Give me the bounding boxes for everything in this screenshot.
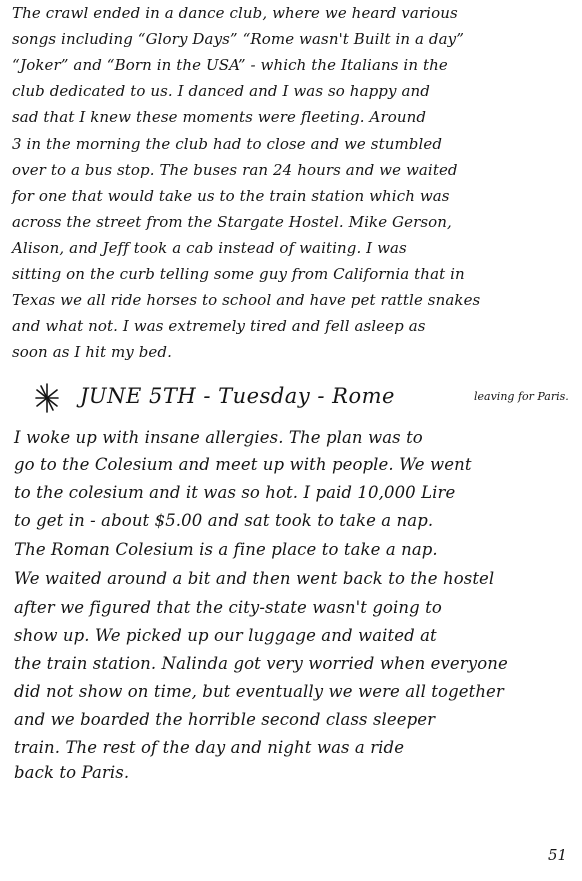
- page-number: 51: [548, 846, 568, 864]
- entry-2-line: after we figured that the city-state wasn't going to: [14, 598, 442, 617]
- entry-1-line: sitting on the curb telling some guy from California that in: [12, 265, 465, 283]
- entry-2-line: to the colesium and it was so hot. I paid 10,000 Lire: [14, 483, 456, 502]
- entry-1-line: over to a bus stop. The buses ran 24 hours and we waited: [12, 161, 458, 179]
- entry-2-line: and we boarded the horrible second class sleeper: [14, 710, 436, 729]
- entry-1-line: The crawl ended in a dance club, where we heard various: [12, 4, 458, 22]
- entry-2-line: train. The rest of the day and night was a ride: [14, 738, 405, 757]
- entry-2-line: to get in - about $5.00 and sat took to take a nap.: [14, 511, 434, 530]
- entry-1-line: songs including “Glory Days” “Rome wasn't Built in a day”: [12, 30, 464, 48]
- entry-1-line: Texas we all ride horses to school and have pet rattle snakes: [12, 291, 481, 309]
- entry-1-line: and what not. I was extremely tired and fell asleep as: [12, 317, 426, 335]
- entry-1-line: soon as I hit my bed.: [12, 343, 172, 361]
- entry-1-line: across the street from the Stargate Hostel. Mike Gerson,: [12, 213, 452, 231]
- entry-1-line: 3 in the morning the club had to close and we stumbled: [12, 135, 443, 153]
- entry-1-line: for one that would take us to the train station which was: [12, 187, 450, 205]
- entry-1-line: Alison, and Jeff took a cab instead of waiting. I was: [12, 239, 407, 257]
- heading-note: leaving for Paris.: [474, 390, 569, 403]
- entry-2-line: the train station. Nalinda got very worried when everyone: [14, 654, 508, 673]
- entry-2-line: show up. We picked up our luggage and waited at: [14, 626, 437, 645]
- entry-2-line: back to Paris.: [14, 763, 130, 782]
- entry-2-line: did not show on time, but eventually we were all together: [14, 682, 504, 701]
- entry-1-line: sad that I knew these moments were fleeting. Around: [12, 108, 427, 126]
- asterisk-icon: [34, 382, 60, 414]
- entry-2-title: JUNE 5TH - Tuesday - Rome: [80, 384, 395, 408]
- entry-2-line: I woke up with insane allergies. The plan was to: [14, 428, 423, 447]
- entry-2-line: We waited around a bit and then went back to the hostel: [14, 569, 495, 588]
- entry-1-line: club dedicated to us. I danced and I was so happy and: [12, 82, 430, 100]
- entry-2-line: The Roman Colesium is a fine place to take a nap.: [14, 540, 438, 559]
- entry-2-line: go to the Colesium and meet up with people. We went: [14, 455, 472, 474]
- entry-1-line: “Joker” and “Born in the USA” - which the Italians in the: [12, 56, 448, 74]
